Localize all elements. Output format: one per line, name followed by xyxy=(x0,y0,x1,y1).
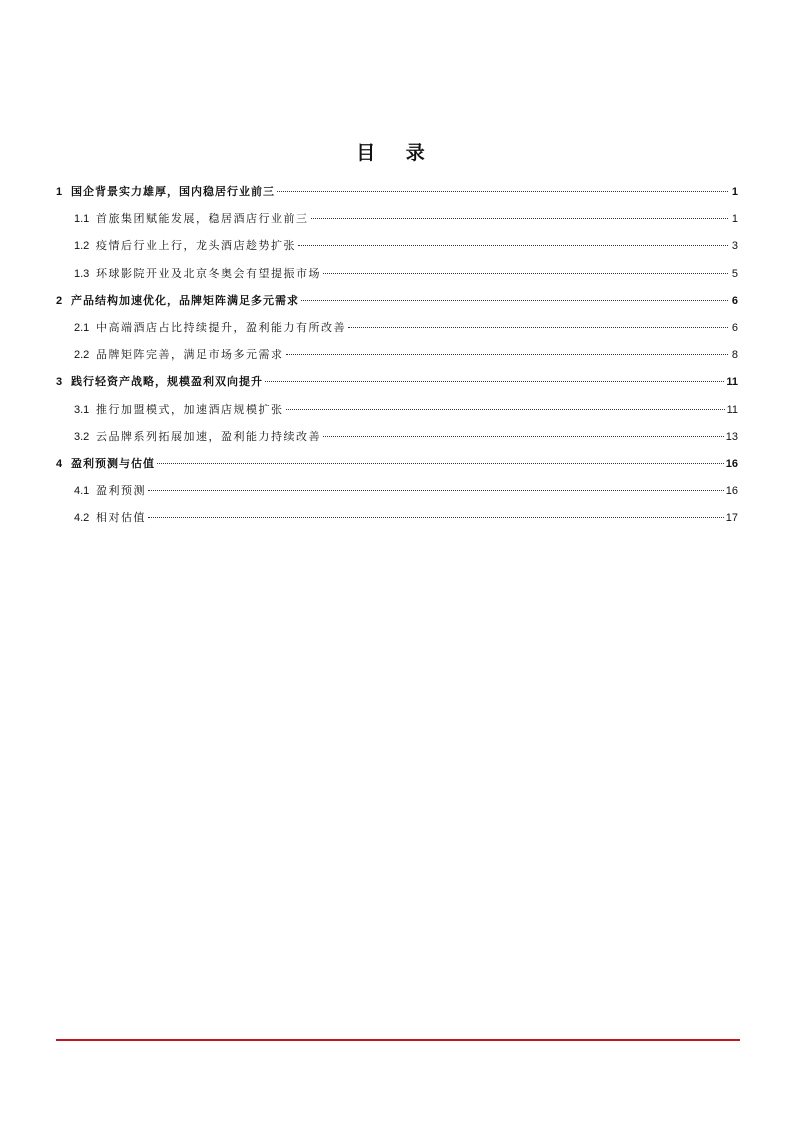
toc-entry[interactable] xyxy=(56,429,738,456)
toc-entry-number: 1.1 xyxy=(74,213,90,226)
toc-entry[interactable] xyxy=(56,456,738,483)
toc-dot-leader xyxy=(286,408,725,410)
toc-entry[interactable] xyxy=(56,483,738,510)
toc-entry-number: 4 xyxy=(56,457,63,470)
toc-entry[interactable] xyxy=(56,184,738,211)
toc-entry-page: 5 xyxy=(731,267,738,280)
toc-entry[interactable] xyxy=(56,347,738,374)
toc-entry-number: 2.2 xyxy=(74,349,90,362)
toc-entry-page: 8 xyxy=(731,349,738,362)
toc-entry-title: 产品结构加速优化，品牌矩阵满足多元需求 xyxy=(71,293,299,307)
footer-rule xyxy=(56,1039,740,1041)
toc-entry-page: 16 xyxy=(725,485,738,498)
toc-entry-page: 11 xyxy=(726,403,738,416)
toc-entry-title: 品牌矩阵完善，满足市场多元需求 xyxy=(96,348,284,362)
toc-entry-title: 环球影院开业及北京冬奥会有望提振市场 xyxy=(96,266,321,280)
toc-entry-number: 3 xyxy=(56,376,63,389)
toc-entry-title: 盈利预测与估值 xyxy=(71,456,155,470)
toc-entry-number: 3.1 xyxy=(74,403,90,416)
toc-entry-page: 13 xyxy=(725,430,738,443)
toc-entry-page: 3 xyxy=(731,240,738,253)
toc-entry-number: 4.2 xyxy=(74,512,90,525)
toc-dot-leader xyxy=(286,353,729,355)
toc-entry-title: 国企背景实力雄厚，国内稳居行业前三 xyxy=(71,185,275,198)
toc-dot-leader xyxy=(148,489,724,491)
toc-entry-number: 3.2 xyxy=(74,430,90,443)
toc-entry-page: 16 xyxy=(725,457,738,470)
toc-entry-title: 相对估值 xyxy=(96,511,146,525)
toc-entry-title: 盈利预测 xyxy=(96,484,146,498)
toc-dot-leader xyxy=(323,272,728,274)
toc-entry-title: 疫情后行业上行，龙头酒店趁势扩张 xyxy=(96,239,296,253)
toc-entry-title: 中高端酒店占比持续提升，盈利能力有所改善 xyxy=(96,320,346,334)
toc-list xyxy=(56,184,738,537)
toc-dot-leader xyxy=(301,299,728,301)
toc-entry-number: 2 xyxy=(56,294,63,307)
toc-entry[interactable] xyxy=(56,293,738,320)
toc-dot-leader xyxy=(277,190,728,192)
toc-entry-title: 首旅集团赋能发展，稳居酒店行业前三 xyxy=(96,212,309,226)
toc-entry-page: 1 xyxy=(731,186,738,198)
toc-entry-title: 云品牌系列拓展加速，盈利能力持续改善 xyxy=(96,429,321,443)
toc-entry-title: 推行加盟模式，加速酒店规模扩张 xyxy=(96,402,284,416)
toc-dot-leader xyxy=(348,326,728,328)
toc-entry[interactable] xyxy=(56,374,738,401)
toc-entry-number: 4.1 xyxy=(74,485,90,498)
toc-entry[interactable] xyxy=(56,510,738,537)
toc-entry-number: 1.2 xyxy=(74,240,90,253)
toc-entry[interactable] xyxy=(56,238,738,265)
toc-entry[interactable] xyxy=(56,211,738,238)
toc-dot-leader xyxy=(323,435,724,437)
toc-entry-page: 6 xyxy=(731,321,738,334)
toc-title: 目 录 xyxy=(356,142,437,164)
toc-dot-leader xyxy=(148,516,724,518)
toc-entry-number: 1.3 xyxy=(74,267,90,280)
toc-entry-page: 11 xyxy=(726,376,738,389)
toc-dot-leader xyxy=(311,217,729,219)
toc-entry-page: 17 xyxy=(725,512,738,525)
toc-dot-leader xyxy=(265,380,724,382)
toc-entry-title: 践行轻资产战略，规模盈利双向提升 xyxy=(71,375,263,389)
toc-entry-number: 2.1 xyxy=(74,321,90,334)
toc-entry[interactable] xyxy=(56,320,738,347)
toc-entry-page: 6 xyxy=(731,294,738,307)
toc-entry[interactable] xyxy=(56,266,738,293)
toc-entry[interactable] xyxy=(56,402,738,429)
toc-entry-page: 1 xyxy=(731,213,738,226)
toc-dot-leader xyxy=(157,462,724,464)
toc-dot-leader xyxy=(298,244,728,246)
toc-entry-number: 1 xyxy=(56,186,63,198)
